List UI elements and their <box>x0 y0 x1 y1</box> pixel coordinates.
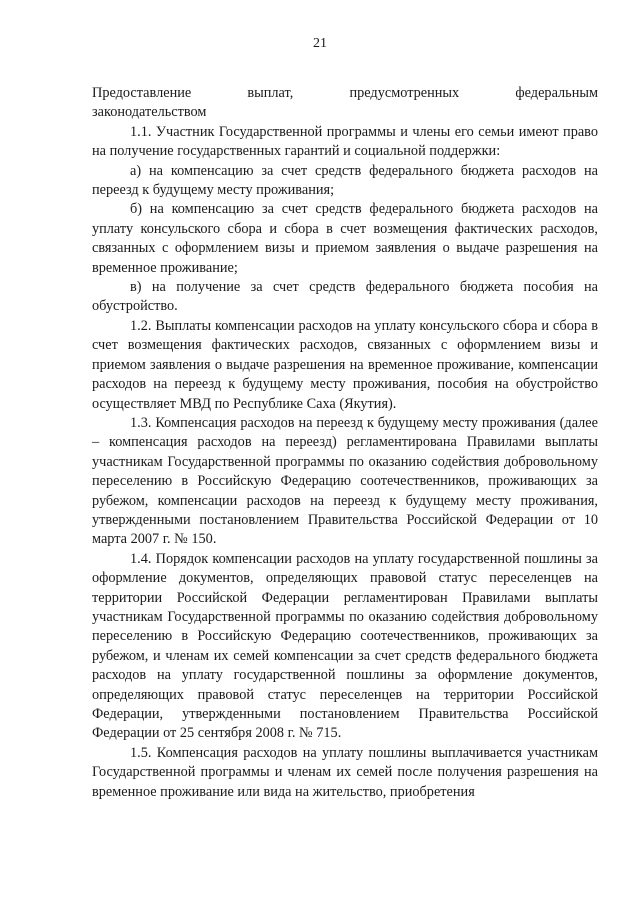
section-heading-line-2: законодательством <box>92 104 207 121</box>
paragraph-1-4: 1.4. Порядок компенсации расходов на уплату государственной пошлины за оформление документов, определяющих правовой статус переселенцев на территории Российской Федерации регламентирован Правилами выплаты участникам Государственной программы по оказанию содействия добровольному переселению в Российскую Федерацию соотечественников, проживающих за рубежом, и членам их семей компенсации за счет средств федерального бюджета расходов на уплату государственной пошлины за оформление документов, определяющих правовой статус переселенцев на территории Российской Федерации, утвержденными постановлением Правительства Российской Федерации от 25 сентября 2008 г. № 715. <box>92 550 598 742</box>
paragraph-1-5: 1.5. Компенсация расходов на уплату пошлины выплачивается участникам Государственной программы и членам их семей после получения разрешения на временное проживание или вида на жительство, приобретения <box>92 744 598 800</box>
section-heading-line-1: Предоставление выплат, предусмотренных федеральным <box>92 85 598 101</box>
paragraph-1-1: 1.1. Участник Государственной программы и члены его семьи имеют право на получение государственных гарантий и социальной поддержки: <box>92 123 598 160</box>
document-body <box>92 84 598 802</box>
paragraph-item-v: в) на получение за счет средств федерального бюджета пособия на обустройство. <box>92 279 598 315</box>
page-number: 21 <box>313 36 327 51</box>
paragraph-1-3: 1.3. Компенсация расходов на переезд к будущему месту проживания (далее – компенсация расходов на переезд) регламентирована Правилами выплаты участникам Государственной программы по оказанию содействия добровольному переселению в Российскую Федерацию соотечественников, проживающих за рубежом, компенсации расходов на переезд к будущему месту проживания, утвержденными постановлением Правительства Российской Федерации от 10 марта 2007 г. № 150. <box>92 414 598 548</box>
paragraph-1-2: 1.2. Выплаты компенсации расходов на уплату консульского сбора и сбора в счет возмещения фактических расходов, связанных с оформлением визы и приемом заявления о выдаче разрешения на временное проживание, компенсации расходов на переезд к будущему месту проживания, пособия на обустройство осуществляет МВД по Республике Саха (Якутия). <box>92 317 598 412</box>
paragraph-item-a: а) на компенсацию за счет средств федерального бюджета расходов на переезд к будущему месту проживания; <box>92 162 598 199</box>
paragraph-item-b: б) на компенсацию за счет средств федерального бюджета расходов на уплату консульского сбора и сбора в счет возмещения фактических расходов, связанных с оформлением визы и приемом заявления о выдаче разрешения на временное проживание; <box>92 201 598 276</box>
